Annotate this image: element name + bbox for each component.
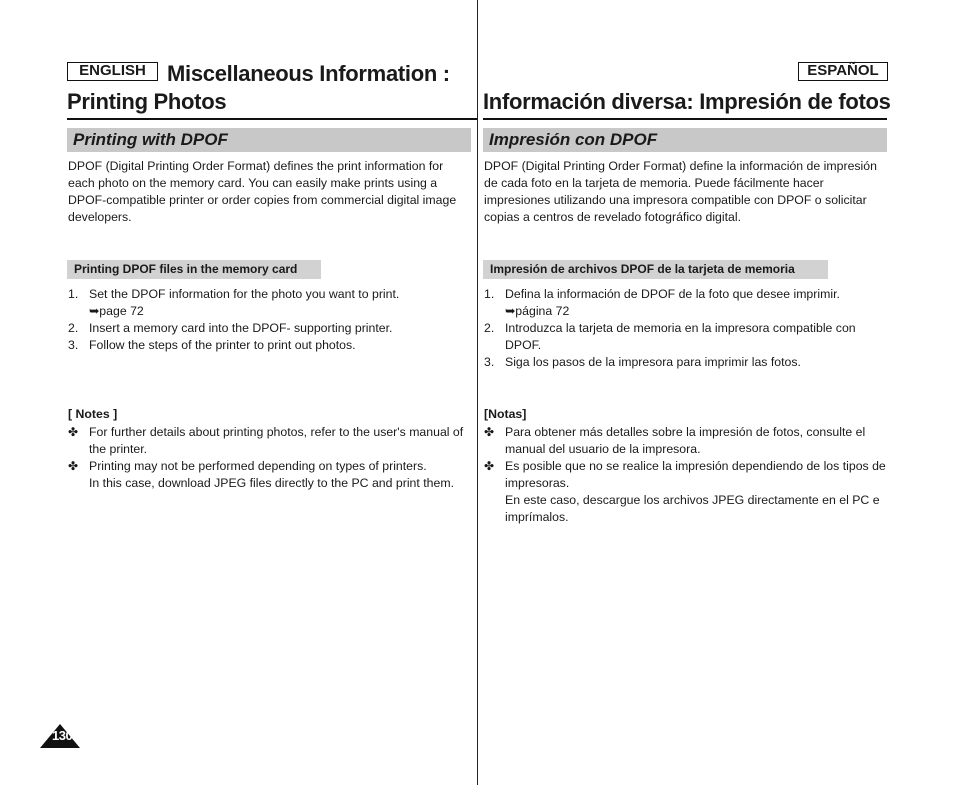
english-notes-title: [ Notes ] (68, 407, 118, 421)
cross-bullet-icon: ✤ (68, 459, 79, 473)
spanish-language-badge: ESPAÑOL (798, 62, 888, 81)
spanish-subsection-title: Impresión de archivos DPOF de la tarjeta de memoria (483, 260, 828, 279)
list-item (68, 337, 472, 354)
list-item (484, 354, 888, 371)
cross-bullet-icon: ✤ (68, 425, 79, 439)
note-text: For further details about printing photos, refer to the user's manual of the printer. (89, 425, 464, 456)
english-notes-list (68, 424, 472, 492)
english-title-line2: Printing Photos (67, 89, 227, 114)
step-number: 3. (68, 338, 79, 352)
cross-bullet-icon: ✤ (484, 425, 495, 439)
step-text: Insert a memory card into the DPOF- supporting printer. (89, 321, 393, 335)
english-intro-text: DPOF (Digital Printing Order Format) defines the print information for each photo on the memory card. You can easily make prints using a DPOF-compatible printer or order copies from commercial digital image developers. (68, 159, 457, 224)
list-item (68, 320, 472, 337)
spanish-intro-text: DPOF (Digital Printing Order Format) define la información de impresión de cada foto en la tarjeta de memoria. Puede fácilmente hacer impresiones utilizando una impresora compatible con DPOF o solicitar copias a centros de revelado fotográfico digital. (484, 159, 877, 224)
spanish-title: Información diversa: Impresión de fotos (483, 89, 891, 114)
list-item (484, 286, 888, 320)
step-text: Follow the steps of the printer to print out photos. (89, 338, 356, 352)
list-item (68, 458, 472, 492)
step-text: Set the DPOF information for the photo you want to print. (89, 287, 400, 301)
english-steps-list (68, 286, 472, 354)
english-subsection-title: Printing DPOF files in the memory card (67, 260, 321, 279)
list-item (68, 286, 472, 320)
note-extra-text: En este caso, descargue los archivos JPEG directamente en el PC e imprímalos. (505, 493, 880, 524)
english-title-line1: Miscellaneous Information : (167, 61, 450, 86)
step-text: Siga los pasos de la impresora para imprimir las fotos. (505, 355, 801, 369)
spanish-steps-list (484, 286, 888, 371)
page-reference: ➥page 72 (89, 304, 144, 318)
spanish-notes-list (484, 424, 888, 526)
note-text: Printing may not be performed depending on types of printers. (89, 459, 427, 473)
english-section-title: Printing with DPOF (67, 128, 471, 152)
spanish-notes-title: [Notas] (484, 407, 527, 421)
column-divider (477, 0, 478, 785)
step-number: 1. (484, 287, 495, 301)
english-language-badge: ENGLISH (67, 62, 158, 81)
page-number-badge (40, 724, 80, 748)
list-item (484, 320, 888, 354)
english-title-rule (67, 118, 477, 120)
spanish-section-title: Impresión con DPOF (483, 128, 887, 152)
list-item (68, 424, 472, 458)
page-reference: ➥página 72 (505, 304, 570, 318)
step-number: 2. (68, 321, 79, 335)
step-number: 3. (484, 355, 495, 369)
step-number: 2. (484, 321, 495, 335)
step-text: Introduzca la tarjeta de memoria en la impresora compatible con DPOF. (505, 321, 856, 352)
cross-bullet-icon: ✤ (484, 459, 495, 473)
note-text: Es posible que no se realice la impresión dependiendo de los tipos de impresoras. (505, 459, 886, 490)
page-number: 130 (52, 728, 73, 743)
step-text: Defina la información de DPOF de la foto que desee imprimir. (505, 287, 840, 301)
list-item (484, 458, 888, 526)
note-extra-text: In this case, download JPEG files directly to the PC and print them. (89, 476, 454, 490)
step-number: 1. (68, 287, 79, 301)
note-text: Para obtener más detalles sobre la impresión de fotos, consulte el manual del usuario de la impresora. (505, 425, 866, 456)
list-item (484, 424, 888, 458)
spanish-title-rule (483, 118, 887, 120)
